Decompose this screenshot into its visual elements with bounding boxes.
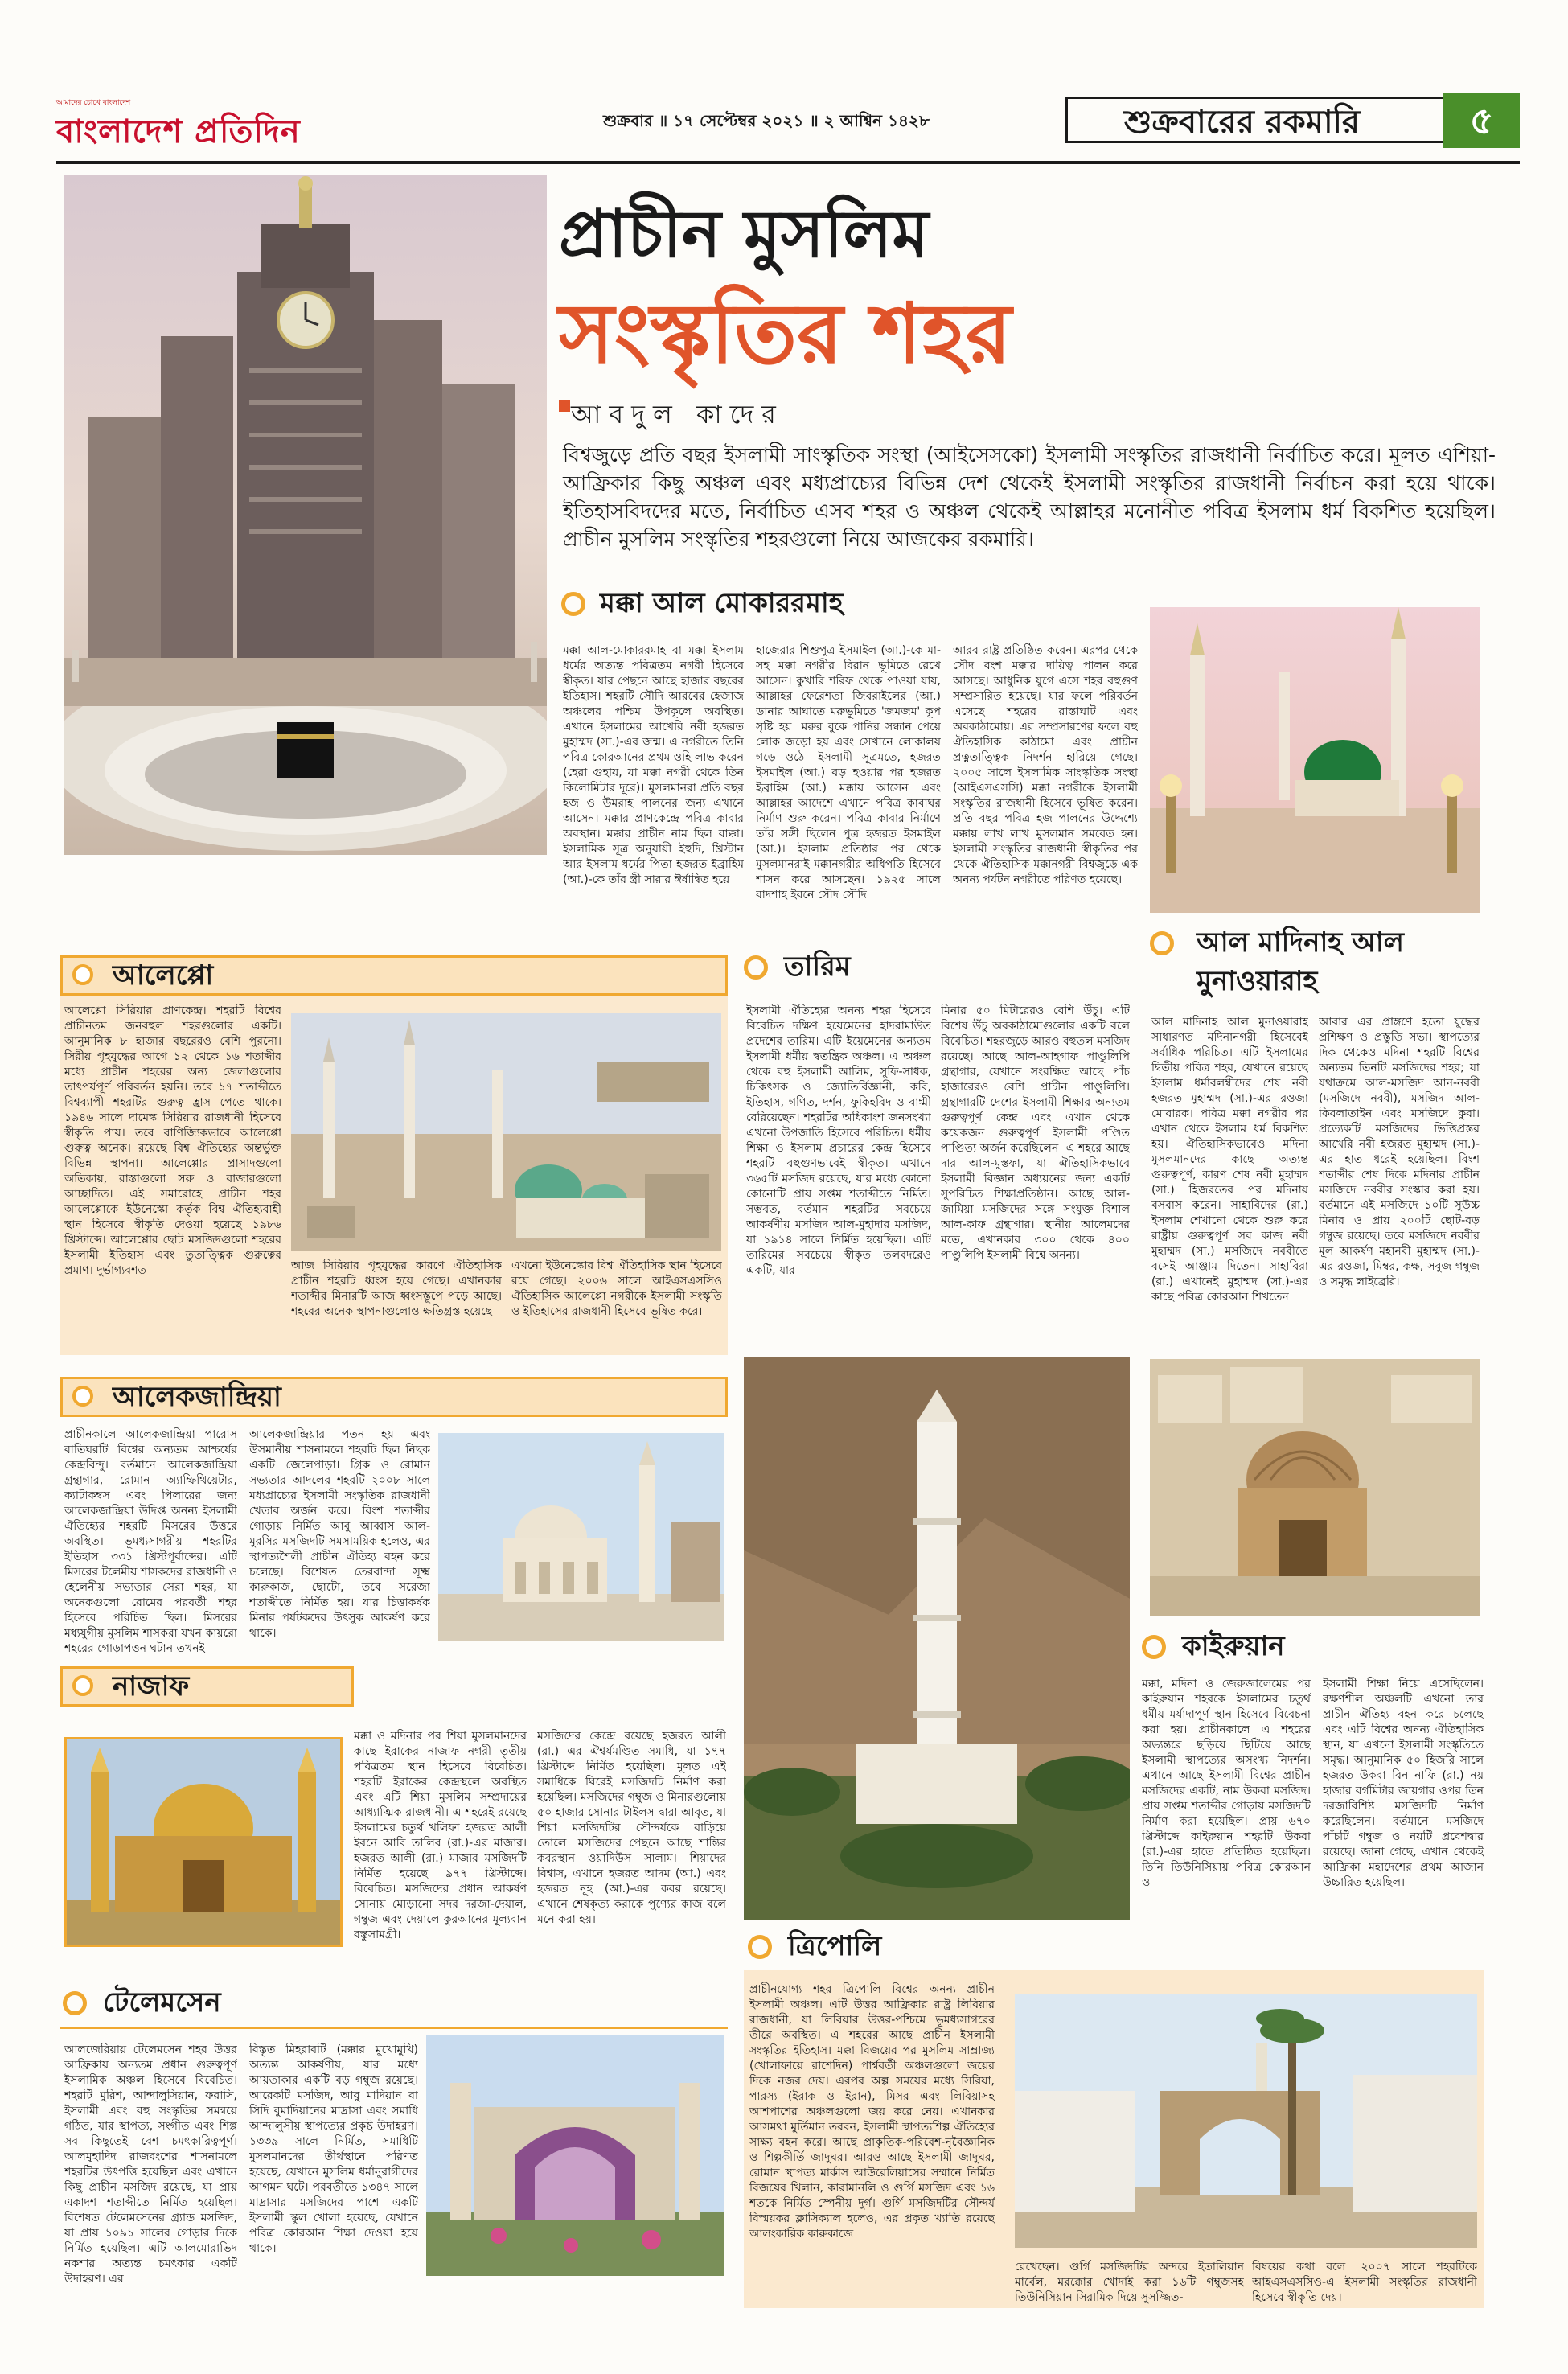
kairouan-heading-text: কাইরুয়ান [1182,1630,1285,1662]
logo-tagline: আমাদের চোখে বাংলাদেশ [56,99,131,107]
madinah-heading-line1: আল মাদিনাহ আল [1197,926,1405,959]
makkah-heading-text: মক্কা আল মোকাররমাহ [600,587,844,619]
madinah-heading-line2: মুনাওয়ারাহ [1197,965,1318,997]
masthead [56,88,1520,161]
tarim-heading [744,949,1130,989]
aleppo-heading-text: আলেপ্পো [113,959,214,992]
najaf-text-col2: মসজিদের কেন্দ্রে রয়েছে হজরত আলী (রা.) এর ঐশ্বর্যমণ্ডিত সমাধি, যা ১৭৭ খ্রিস্টাব্দে নির্মিত হয়েছিল। মূলত এই সমাধিকে ঘিরেই মসজিদটি নির্মাণ করা হয়েছিল। মসজিদের গম্বুজ ও মিনারগুলোয় ৫০ হাজার সোনার টাইলস দ্বারা আবৃত, যা শিয়া মসজিদটির সৌন্দর্যকে বাড়িয়ে তোলে। মসজিদের পেছনে আছে শান্তির কবরস্থান ওয়াদিউস সালাম। শিয়াদের বিশ্বাস, এখানে হজরত আদম (আ.) এবং হজরত নূহ (আ.)-এর কবর রয়েছে। এখানে শেষকৃত্য করাকে পুণ্যের কাজ বলে মনে করা হয়। [537,1730,726,1926]
tripoli-heading-text: ত্রিপোলি [788,1930,882,1962]
madinah-text-col2: আবার এর প্রাঙ্গণে হতো যুদ্ধের প্রশিক্ষণ ও প্রস্তুতি সভা। স্থাপত্যের দিক থেকেও মদিনা শহরটি বিশ্বের অন্যতম তিনটি মসজিদের শহর; যা যথাক্রমে আল-মসজিদ আন-নববী (মসজিদে নববী), মসজিদ আল-কিবলাতাইন এবং মসজিদে কুবা। প্রত্যেকটি মসজিদের ভিত্তিপ্রস্তর আখেরি নবী হজরত মুহাম্মদ (সা.)-এর হাত ধরেই হয়েছিল। বিংশ শতাব্দীর শেষ দিকে মদিনার প্রাচীন মসজিদে নববীর সংস্কার করা হয়। বর্তমানে এই মসজিদে ১০টি সুউচ্চ মিনার ও প্রায় ২০০টি ছোট-বড় গম্বুজ রয়েছে। তবে মসজিদে নববীর মূল আকর্ষণ মহানবী মুহাম্মদ (সা.)-এর রওজা, মিম্বর, কক্ষ, সবুজ গম্বুজ ও সমৃদ্ধ লাইব্রেরি। [1319,1016,1480,1288]
aleppo-text-col1: আলেপ্পো সিরিয়ার প্রাণকেন্দ্র। শহরটি বিশ্বের প্রাচীনতম জনবহুল শহরগুলোর একটি। আনুমানিক ৮ হাজার বছরেরও বেশি পুরনো। সিরীয় গৃহযুদ্ধের আগে ১২ থেকে ১৬ শতাব্দীর মধ্যে প্রাচীন শহরের অন্য জেলাগুলোর তাৎপর্যপূর্ণ পরিবর্তন হয়নি। তবে ১৭ শতাব্দীতে বিশ্বব্যাপী শহরটির গুরুত্ব হ্রাস পেতে থাকে। ১৯৪৬ সালে দামেস্ক সিরিয়ার রাজধানী হিসেবে স্বীকৃতি পায়। তবে বাণিজ্যিকভাবে আলেপ্পো গুরুত্ব অনেক। রয়েছে বিশ্ব ঐতিহ্যের অন্তর্ভুক্ত বিভিন্ন স্থাপনা। আলেপ্পোর প্রাসাদগুলো অতিকায়, রাস্তাগুলো সরু ও বাজারগুলো আচ্ছাদিত। এই সমারোহে প্রাচীন শহর আলেপ্পোকে ইউনেস্কো কর্তৃক বিশ্ব ঐতিহ্যবাহী স্থান হিসেবে স্বীকৃতি দেওয়া হয়েছে ১৯৮৬ খ্রিস্টাব্দে। আলেপ্পোর ছোট মসজিদগুলো শহরের ইসলামী ইতিহাস এবং তুতাত্ত্বিক গুরুত্বের প্রমাণ। দুর্ভাগ্যবশত [64,1004,281,1277]
makkah-text-col1: মক্কা আল-মোকাররমাহ বা মক্কা ইসলাম ধর্মের অত্যন্ত পবিত্রতম নগরী হিসেবে স্বীকৃত। যার পেছনে আছে হাজার বছরের ইতিহাস। শহরটি সৌদি আরবের হেজাজ অঞ্চলের পশ্চিম উপকূলে অবস্থিত। এখানে ইসলামের আখেরি নবী হজরত মুহাম্মদ (সা.)-এর জন্ম। এ নগরীতে তিনি পবিত্র কোরআনের প্রথম ওহি লাভ করেন (হেরা গুহায়, যা মক্কা নগরী থেকে তিন কিলোমিটার দূরে)। মুসলমানরা প্রতি বছর হজ ও উমরাহ পালনের জন্য এখানে আসেন। মক্কার প্রাণকেন্দ্রে পবিত্র কাবার অবস্থান। মক্কার প্রাচীন নাম ছিল বাক্কা। ইসলামিক সূত্র অনুযায়ী ইহুদি, খ্রিস্টান আর ইসলাম ধর্মের পিতা হজরত ইব্রাহিম (আ.)-কে তাঁর স্ত্রী সারার ঈর্ষান্বিত হয়ে [563,644,744,886]
tlemcen-text-col2: বিস্তৃত মিহরাবটি (মক্কার মুখোমুখি) অত্যন্ত আকর্ষণীয়, যার মধ্যে আয়তাকার একটি বড় গম্বুজ রয়েছে। আরেকটি মসজিদ, আবু মাদিয়ান বা সিদি বুমাদিয়ানের মাদ্রাসা এবং সমাধি আন্দালুসীয় স্থাপত্যের প্রকৃষ্ট উদাহরণ। ১৩৩৯ সালে নির্মিত, সমাধিটি মুসলমানদের তীর্থস্থানে পরিণত হয়েছে, যেখানে মুসলিম ধর্মানুরাগীদের আগমন ঘটে। পরবর্তীতে ১৩৪৭ সালে মাদ্রাসার মসজিদের পাশে একটি ইসলামী স্কুল খোলা হয়েছে, যেখানে পবিত্র কোরআন শিক্ষা দেওয়া হয়ে থাকে। [249,2043,418,2255]
ring-icon [744,955,768,980]
makkah-text-col2: হাজেরার শিশুপুত্র ইসমাইল (আ.)-কে মা-সহ মক্কা নগরীর বিরান ভূমিতে রেখে আসেন। কুখারি শরিফ থেকে পাওয়া যায়, আল্লাহর ফেরেশতা জিবরাইলের (আ.) ডানার আঘাতে মরুভূমিতে 'জমজম' কূপ সৃষ্টি হয়। মরুর বুকে পানির সন্ধান পেয়ে লোক জড়ো হয় এবং সেখানে লোকালয় গড়ে ওঠে। ইসলামী সূত্রমতে, হজরত ইসমাইল (আ.) বড় হওয়ার পর হজরত ইব্রাহিম (আ.) মক্কায় আসেন এবং আল্লাহর আদেশে এখানে পবিত্র কাবাঘর নির্মাণ শুরু করেন। পবিত্র কাবার নির্মাণে তাঁর সঙ্গী ছিলেন পুত্র হজরত ইসমাইল (আ.)। ইসলাম প্রতিষ্ঠার পর থেকে মুসলমানরাই মক্কানগরীর অধিপতি হিসেবে শাসন করে আসছেন। ১৯২৫ সালে বাদশাহ ইবনে সৌদ সৌদি [756,644,941,902]
aleppo-text-col2: আজ সিরিয়ার গৃহযুদ্ধের কারণে ঐতিহাসিক প্রাচীন শহরটি ধ্বংস হয়ে গেছে। এখানকার শতাব্দীর মিনারটি আজ ধ্বংসস্তূপে পড়ে আছে। শহরের অনেক স্থাপনাগুলোও ক্ষতিগ্রস্ত হয়েছে। [291,1259,502,1318]
ring-icon [72,1675,93,1696]
tarim-minaret-photo [744,1357,1130,1920]
alexandria-text-col2: আলেকজান্দ্রিয়ার পতন হয় এবং উসমানীয় শাসনামলে শহরটি ছিল নিছক একটি জেলেপাড়া। গ্রিক ও রোমান সভ্যতার আদলের শহরটি ২০০৮ সালে মধ্যপ্রাচ্যের ইসলামী সংস্কৃতিক রাজধানী খেতাব অর্জন করে। বিংশ শতাব্দীর গোড়ায় নির্মিত আবু আব্বাস আল-মুরসির মসজিদটি সমসাময়িক হলেও, এর স্থাপত্যশৈলী প্রাচীন ঐতিহ্য বহন করে চলেছে। বিশেষত তেরবান্দা সূক্ষ্ম কারুকাজ, ছোটো, তবে সরেজা শতাব্দীতে নির্মিত হয়। যার চিত্তাকর্ষক মিনার পর্যটকদের উৎসুক আকর্ষণ করে থাকে। [249,1428,430,1640]
tlemcen-heading-text: টেলেমসেন [103,1986,221,2019]
alexandria-heading [60,1377,728,1417]
alexandria-heading-text: আলেকজান্দ্রিয়া [113,1381,281,1413]
tarim-text-col2: মিনার ৫০ মিটারেরও বেশি উঁচু। এটি বিশেষ উঁচু অবকাঠামোগুলোর একটি বলে বিবেচিত। শহরজুড়ে আরও বহুতল মসজিদ রয়েছে। আছে আল-আহগাফ পাণ্ডুলিপি গ্রন্থাগার, যেখানে সংরক্ষিত আছে পাঁচ হাজারেরও বেশি প্রাচীন পাণ্ডুলিপি। গ্রন্থাগারটি দেশের ইসলামী শিক্ষার অন্যতম গুরুত্বপূর্ণ কেন্দ্র এবং এখান থেকে কয়েকজন গুরুত্বপূর্ণ ইসলামী পণ্ডিত পাণ্ডিত্য অর্জন করেছিলেন। এ শহরে আছে দার আল-মুস্তফা, যা ঐতিহাসিকভাবে ইসলামী বিজ্ঞান অধ্যয়নের জন্য একটি সুপরিচিত শিক্ষাপ্রতিষ্ঠান। আছে আল-জামিয়া মসজিদের সঙ্গে সংযুক্ত বিশাল আল-কাফ গ্রন্থাগার। স্থানীয় আলেমদের মতে, এখানকার ৩০০ থেকে ৪০০ পাণ্ডুলিপি ইসলামী বিশ্বে অনন্য। [941,1004,1130,1262]
tripoli-text-col3: বিষয়ের কথা বলে। ২০০৭ সালে শহরটিকে আইএসএসসিও-এ ইসলামী সংস্কৃতির রাজধানী হিসেবে স্বীকৃতি দেয়। [1252,2261,1477,2304]
najaf-heading-text: নাজাফ [113,1670,190,1702]
ring-icon [1142,1635,1166,1659]
aleppo-heading [60,955,728,996]
alexandria-text-col1: প্রাচীনকালে আলেকজান্দ্রিয়া পারোস বাতিঘরটি বিশ্বের অন্যতম আশ্চর্যের কেন্দ্রবিন্দু। বর্তমানে আলেকজান্দ্রিয়া গ্রন্থাগার, রোমান অ্যাম্ফিথিয়েটার, ক্যাটাকম্বস এবং পিলারের জন্য আলেকজান্দ্রিয়া উদিপ্ত অনন্য ইসলামী ঐতিহ্যের শহরটি মিসরের উত্তরে অবস্থিত। ভূমধ্যসাগরীয় শহরটির ইতিহাস ৩৩১ খ্রিস্টপূর্বাব্দের। এটি মিসরের টলেমীয় শাসকদের রাজধানী ও হেলেনীয় সভ্যতার সেরা শহর, যা অনেকগুলো রোমের পরবর্তী শহর হিসেবে পরিচিত ছিল। মিসরের মধ্যযুগীয় মুসলিম শাসকরা যখন কায়রো শহরের গোড়াপত্তন ঘটান তখনই [64,1428,237,1655]
logo-text: বাংলাদেশ প্রতিদিন [56,113,301,150]
madinah-mosque-photo [1150,607,1480,913]
newspaper-logo[interactable] [56,97,330,153]
dateline: শুক্রবার ॥ ১৭ সেপ্টেম্বর ২০২১ ॥ ২ আশ্বিন ১৪২৮ [603,111,930,130]
kairouan-heading [1142,1629,1383,1669]
byline-square-icon [559,400,570,412]
aleppo-text-col3: এখনো ইউনেস্কোর বিশ্ব ঐতিহাসিক স্থান হিসেবে রয়ে গেছে। ২০০৬ সালে আইএসএসসিও ঐতিহাসিক আলেপ্পো নগরীকে ইসলামী সংস্কৃতি ও ইতিহাসের রাজধানী হিসেবে ভূষিত করে। [511,1259,722,1318]
tripoli-heading [748,1928,1069,1969]
tripoli-text-col2: রেখেছেন। গুর্গি মসজিদটির অন্দরে ইতালিয়ান মার্বেল, মরক্কোর খোদাই করা ১৬টি গম্বুজসহ তিউনিসিয়ান সিরামিক দিয়ে সুসজ্জিত- [1015,2261,1244,2304]
ring-icon [72,964,93,985]
makkah-clock-tower-photo [64,175,547,855]
tlemcen-rule [60,2027,728,2029]
byline: আবদুল কাদের [571,399,784,429]
makkah-heading [561,585,1124,626]
tripoli-arch-photo [1015,1994,1477,2248]
madinah-text-col1: আল মাদিনাহ আল মুনাওয়ারাহ সাধারণত মদিনানগরী হিসেবেই সর্বাধিক পরিচিত। এটি ইসলামের দ্বিতীয় পবিত্র শহর, যেখানে রয়েছে ইসলাম ধর্মাবলম্বীদের শেষ নবী হজরত মুহাম্মদ (সা.)-এর রওজা মোবারক। পবিত্র মক্কা নগরীর পর এখান থেকে ইসলাম ধর্ম বিকশিত হয়। ঐতিহাসিকভাবেও মদিনা মুসলমানদের কাছে অত্যন্ত গুরুত্বপূর্ণ, কারণ শেষ নবী মুহাম্মদ (সা.) হিজরতের পর মদিনায় বসবাস করেন। সাহাবিদের (রা.) ইসলাম শেখানো থেকে শুরু করে রাষ্ট্রীয় গুরুত্বপূর্ণ সব কাজ নবী মুহাম্মদ (সা.) মসজিদে নববীতে বসেই আঞ্জাম দিতেন। সাহাবিরা (রা.) এখানেই মুহাম্মদ (সা.)-এর কাছে পবিত্র কোরআন শিখতেন [1151,1016,1308,1304]
ring-icon [748,1935,772,1959]
article-title-line1: প্রাচীন মুসলিম [559,196,929,273]
aleppo-city-photo [291,1013,721,1251]
ring-icon [1150,931,1174,955]
page-number-badge: ৫ [1443,93,1520,148]
tarim-heading-text: তারিম [784,951,851,983]
masthead-rule [56,161,1520,164]
najaf-shrine-photo [64,1737,343,1947]
najaf-text-col1: মক্কা ও মদিনার পর শিয়া মুসলমানদের কাছে ইরাকের নাজাফ নগরী তৃতীয় পবিত্রতম স্থান হিসেবে বিবেচিত। শহরটি ইরাকের কেন্দ্রস্থলে অবস্থিত এবং এটি শিয়া মুসলিম সম্প্রদায়ের আধ্যাত্মিক রাজধানী। এ শহরেই রয়েছে ইসলামের চতুর্থ খলিফা হজরত আলী ইবনে আবি তালিব (রা.)-এর মাজার। হজরত আলী (রা.) মাজার মসজিদটি নির্মিত হয়েছে ৯৭৭ খ্রিস্টাব্দে। বিবেচিত। মসজিদের প্রধান আকর্ষণ সোনায় মোড়ানো সদর দরজা-দেয়াল, গম্বুজ এবং দেয়ালে কুরআনের মূল্যবান বস্তুসামগ্রী। [354,1730,527,1941]
ring-icon [63,1991,87,2015]
section-title: শুক্রবারের রকমারি [1065,97,1443,143]
ring-icon [561,592,585,616]
kairouan-mosque-photo [1150,1359,1480,1616]
ring-icon [72,1386,93,1407]
article-title-line2: সংস্কৃতির শহর [559,285,1012,383]
madinah-heading [1150,925,1488,1005]
alexandria-mosque-photo [438,1433,724,1641]
tlemcen-mosque-photo [426,2035,724,2276]
kairouan-text-col2: ইসলামী শিক্ষা নিয়ে এসেছিলেন। রক্ষণশীল অঞ্চলটি এখনো তার প্রাচীন ঐতিহ্য বহন করে চলেছে এবং এটি বিশ্বের অনন্য ঐতিহাসিক স্থান, যা এখনো ইসলামী সংস্কৃতিতে সমৃদ্ধ। আনুমানিক ৫০ হিজরি সালে হজরত উকবা বিন নাফি (রা.) নয় হাজার বর্গমিটার জায়গার ওপর তিন দরজাবিশিষ্ট মসজিদটি নির্মাণ করেছিলেন। বর্তমানে মসজিদে পাঁচটি গম্বুজ ও নয়টি প্রবেশদ্বার রয়েছে। জানা গেছে, এখান থেকেই আফ্রিকা মহাদেশের প্রথম আজান উচ্চারিত হয়েছিল। [1323,1678,1484,1889]
tlemcen-text-col1: আলজেরিয়ায় টেলেমসেন শহর উত্তর আফ্রিকায় অন্যতম প্রধান গুরুত্বপূর্ণ ইসলামিক অঞ্চল হিসেবে বিবেচিত। শহরটি মুরিশ, আন্দালুসিয়ান, ফরাসি, ইসলামী এবং বহু সংস্কৃতির সমন্বয়ে গঠিত, যার স্থাপত্য, সংগীত এবং শিল্প সব কিছুতেই বেশ চমৎকারিত্বপূর্ণ। আলমুহাদিদ রাজবংশের শাসনামলে শহরটির উৎপত্তি হয়েছিল এবং এখানে কিছু প্রাচীন মসজিদ রয়েছে, যা প্রায় একাদশ শতাব্দীতে নির্মিত হয়েছিল। বিশেষত টেলেমসেনের গ্র্যান্ড মসজিদ, যা প্রায় ১০৯১ সালের গোড়ার দিকে নির্মিত হয়েছিল। এটি আলমোরাভিদ নকশার অত্যন্ত চমৎকার একটি উদাহরণ। এর [64,2043,237,2286]
kairouan-text-col1: মক্কা, মদিনা ও জেরুজালেমের পর কাইরুয়ান শহরকে ইসলামের চতুর্থ ধর্মীয় মর্যাদাপূর্ণ স্থান হিসেবে বিবেচনা করা হয়। প্রাচীনকালে এ শহরের অভ্যন্তরে ছড়িয়ে ছিটিয়ে আছে ইসলামী স্থাপত্যের অসংখ্য নিদর্শন। এখানে আছে ইসলামী বিশ্বের প্রাচীন মসজিদের একটি, নাম উকবা মসজিদ। প্রায় সপ্তম শতাব্দীর গোড়ায় মসজিদটি নির্মাণ করা হয়েছিল। প্রায় ৬৭০ খ্রিস্টাব্দে কাইরুয়ান শহরটি উকবা (রা.)-এর হাতে প্রতিষ্ঠিত হয়েছিল। তিনি তিউনিসিয়ায় পবিত্র কোরআন ও [1142,1678,1311,1889]
tlemcen-heading [63,1985,384,2025]
najaf-heading [60,1666,354,1707]
article-intro: বিশ্বজুড়ে প্রতি বছর ইসলামী সাংস্কৃতিক সংস্থা (আইসেসকো) ইসলামী সংস্কৃতির রাজধানী নির্বাচিত করে। মূলত এশিয়া-আফ্রিকার কিছু অঞ্চল এবং মধ্যপ্রাচ্যের বিভিন্ন দেশ থেকেই ইসলামী সংস্কৃতির রাজধানী নির্বাচন করা হয়ে থাকে। ইতিহাসবিদদের মতে, নির্বাচিত এসব শহর ও অঞ্চল থেকেই আল্লাহর মনোনীত পবিত্র ইসলাম ধর্ম বিকশিত হয়েছিল। প্রাচীন মুসলিম সংস্কৃতির শহরগুলো নিয়ে আজকের রকমারি। [563,443,1496,551]
makkah-text-col3: আরব রাষ্ট্র প্রতিষ্ঠিত করেন। এরপর থেকে সৌদ বংশ মক্কার দায়িত্ব পালন করে আসছে। আধুনিক যুগে এসে শহর বহুগুণ সম্প্রসারিত হয়েছে। যার ফলে পরিবর্তন এসেছে শহরের রাস্তাঘাট এবং অবকাঠামোয়। এর সম্প্রসারণের ফলে বহু ঐতিহাসিক কাঠামো এবং প্রাচীন প্রত্নতাত্ত্বিক নিদর্শন হারিয়ে গেছে। ২০০৫ সালে ইসলামিক সাংস্কৃতিক সংস্থা (আইএসএসসি) মক্কা নগরীকে ইসলামী সংস্কৃতির রাজধানী হিসেবে ভূষিত করেন। প্রতি বছর পবিত্র হজ পালনের উদ্দেশ্যে মক্কায় লাখ লাখ মুসলমান সমবেত হন। ইসলামী সংস্কৃতির রাজধানী স্বীকৃতির পর থেকে ঐতিহাসিক মক্কানগরী বিশ্বজুড়ে এক অনন্য পর্যটন নগরীতে পরিণত হয়েছে। [953,644,1138,886]
tripoli-text-col1: প্রাচীনযোগ্য শহর ত্রিপোলি বিশ্বের অনন্য প্রাচীন ইসলামী অঞ্চল। এটি উত্তর আফ্রিকার রাষ্ট্র লিবিয়ার রাজধানী, যা লিবিয়ার উত্তর-পশ্চিমে ভূমধ্যসাগরের তীরে অবস্থিত। এ শহরের আছে প্রাচীন ইসলামী সংস্কৃতির ইতিহাস। মক্কা বিজয়ের পর মুসলিম সাম্রাজ্য (খোলাফায়ে রাশেদিন) পার্শ্ববর্তী অঞ্চলগুলো জয়ের দিকে নজর দেয়। এরপর অল্প সময়ের মধ্যে সিরিয়া, পারস্য (ইরাক ও ইরান), মিসর এবং লিবিয়াসহ আশপাশের অঞ্চলগুলো জয় করে নেয়। এখানকার আসমথা মুর্তিমান তরবন, ইসলামী স্থাপত্যশিল্প ঐতিহ্যের সাক্ষ্য বহন করে। আছে প্রাকৃতিক-পরিবেশ-নৃবৈজ্ঞানিক ও শিল্পকীর্তি জাদুঘর। আরও আছে ইসলামী জাদুঘর, রোমান স্থাপত্য মার্কাস আউরেলিয়াসের সম্মানে নির্মিত বিজয়ের খিলান, কারামানলি ও গুর্গি মসজিদ এবং ১৬ শতকে নির্মিত স্পেনীয় দুর্গ। গুর্গি মসজিদটির সৌন্দর্য বিস্ময়কর ক্লাসিক্যাল হলেও, এর প্রকৃত খ্যাতি রয়েছে আলংকারিক কারুকাজে। [749,1983,995,2241]
tarim-text-col1: ইসলামী ঐতিহ্যের অনন্য শহর হিসেবে বিবেচিত দক্ষিণ ইয়েমেনের হাদরামাউত প্রদেশের তারিম। এটি ইয়েমেনের অন্যতম ইসলামী ধর্মীয় স্বতন্ত্রিক অঞ্চল। এ অঞ্চল থেকে বহু ইসলামী আলিম, সুফি-সাধক, চিকিৎসক ও জ্যোতির্বিজ্ঞানী, কবি, ইতিহাস, গণিত, দর্শন, ফুকিহবিদ ও বাগ্মী বেরিয়েছেন। শহরটির অধিকাংশ জনসংখ্যা এখনো উপজাতি হিসেবে পরিচিত। ধর্মীয় শিক্ষা ও ইসলাম প্রচারের কেন্দ্র হিসেবে শহরটি বহুগুণভাবেই স্বীকৃত। এখানে ৩৬৫টি মসজিদ রয়েছে, যার মধ্যে কোনো কোনোটি প্রায় সপ্তম শতাব্দীতে নির্মিত। সম্ভবত, বর্তমান শহরটির সবচেয়ে আকর্ষণীয় মসজিদ আল-মুহাদার মসজিদ, যা ১৯১৪ সালে নির্মিত হয়েছিল। এটি তারিমের সবচেয়ে স্বীকৃত তলবদরেও একটি, যার [746,1004,931,1277]
